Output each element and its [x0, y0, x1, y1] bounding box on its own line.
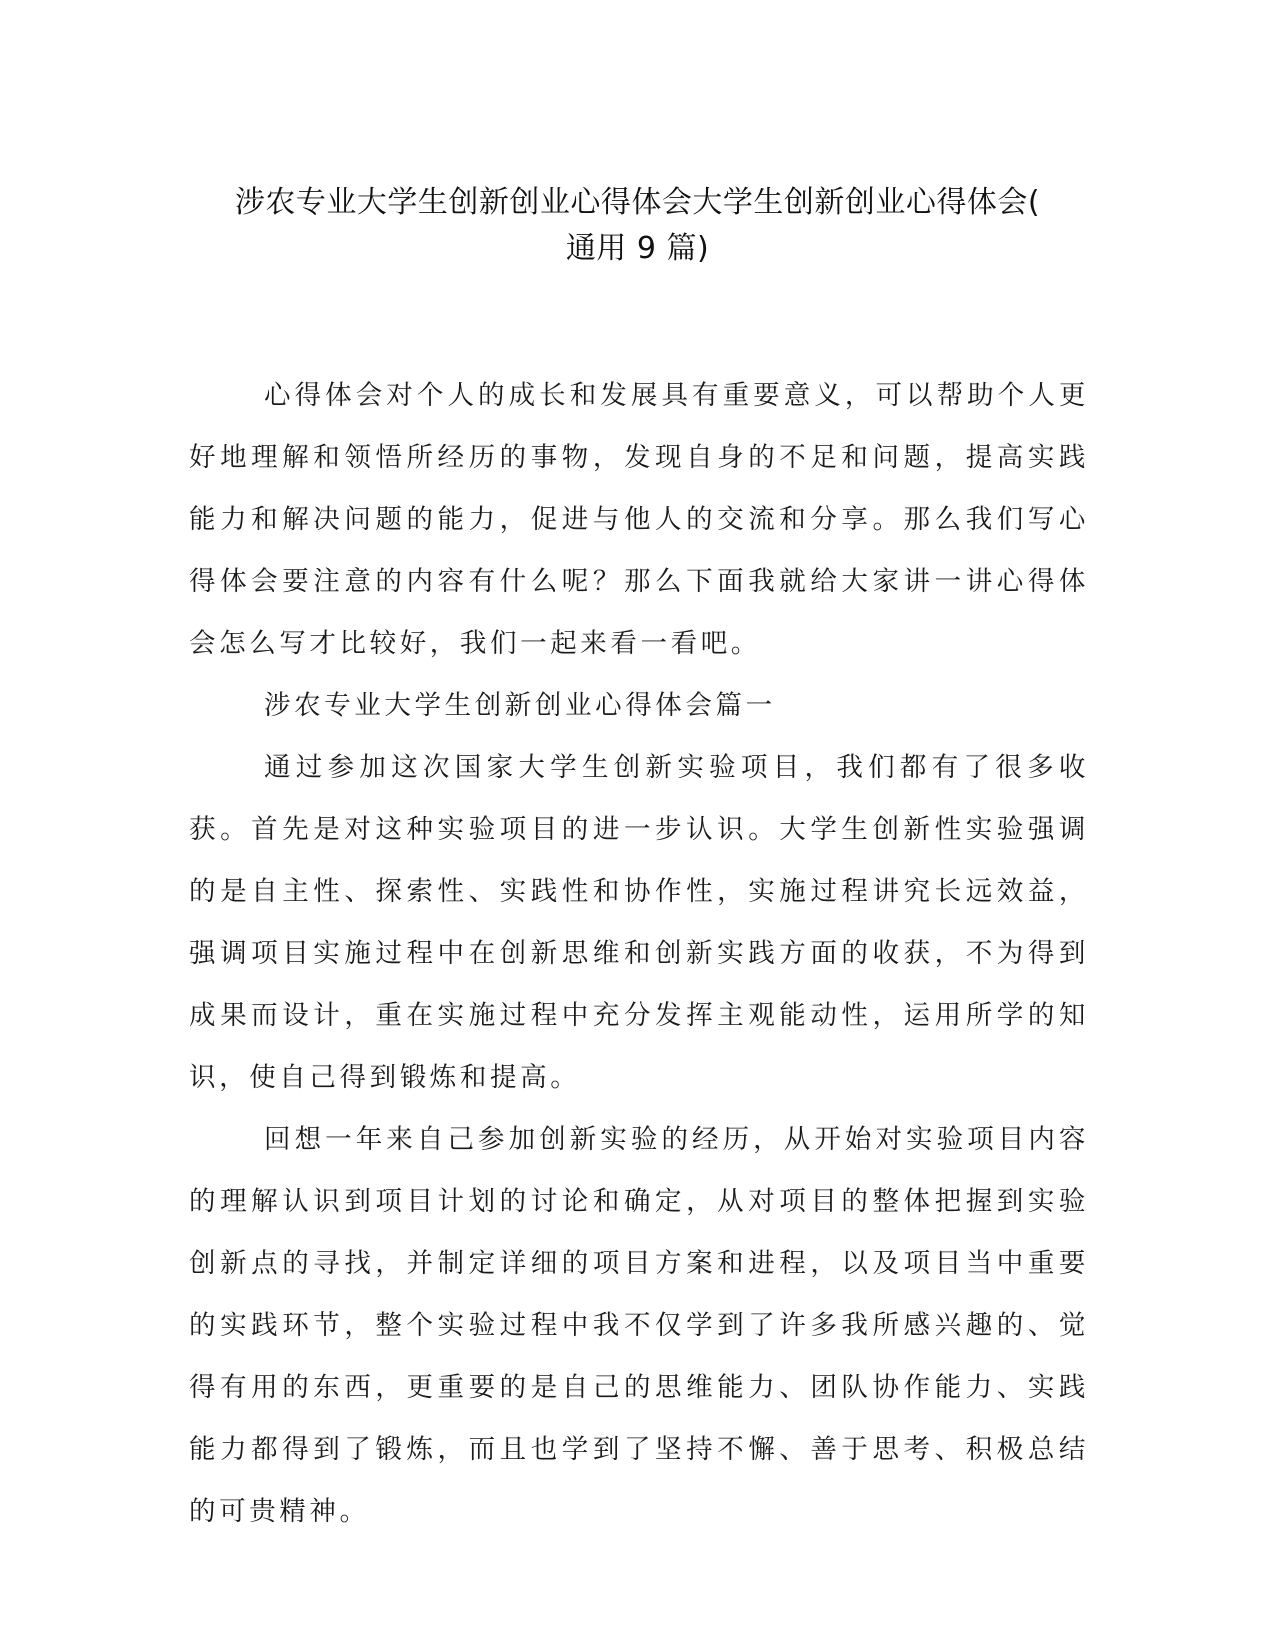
body-paragraph-2: 回想一年来自己参加创新实验的经历，从开始对实验项目内容的理解认识到项目计划的讨论和确定，从对项目的整体把握到实验创新点的寻找，并制定详细的项目方案和进程，以及项目当中重要的实践环节，整个实验过程中我不仅学到了许多我所感兴趣的、觉得有用的东西，更重要的是自己的思维能力、团队协作能力、实践能力都得到了锻炼，而且也学到了坚持不懈、善于思考、积极总结的可贵精神。: [189, 1124, 1089, 1527]
document-body: [189, 365, 1089, 1543]
title-line-2: 通用 9 篇): [565, 231, 710, 266]
title-line-1: 涉农专业大学生创新创业心得体会大学生创新创业心得体会(: [234, 185, 1041, 220]
document-title: [170, 180, 1105, 272]
body-paragraph-1: 通过参加这次国家大学生创新实验项目，我们都有了很多收获。首先是对这种实验项目的进一步认识。大学生创新性实验强调的是自主性、探索性、实践性和协作性，实施过程讲究长远效益，强调项目实施过程中在创新思维和创新实践方面的收获，不为得到成果而设计，重在实施过程中充分发挥主观能动性，运用所学的知识，使自己得到锻炼和提高。: [189, 752, 1089, 1093]
intro-paragraph: 心得体会对个人的成长和发展具有重要意义，可以帮助个人更好地理解和领悟所经历的事物，发现自身的不足和问题，提高实践能力和解决问题的能力，促进与他人的交流和分享。那么我们写心得体会要注意的内容有什么呢？那么下面我就给大家讲一讲心得体会怎么写才比较好，我们一起来看一看吧。: [189, 380, 1089, 659]
section-heading: 涉农专业大学生创新创业心得体会篇一: [264, 690, 776, 721]
